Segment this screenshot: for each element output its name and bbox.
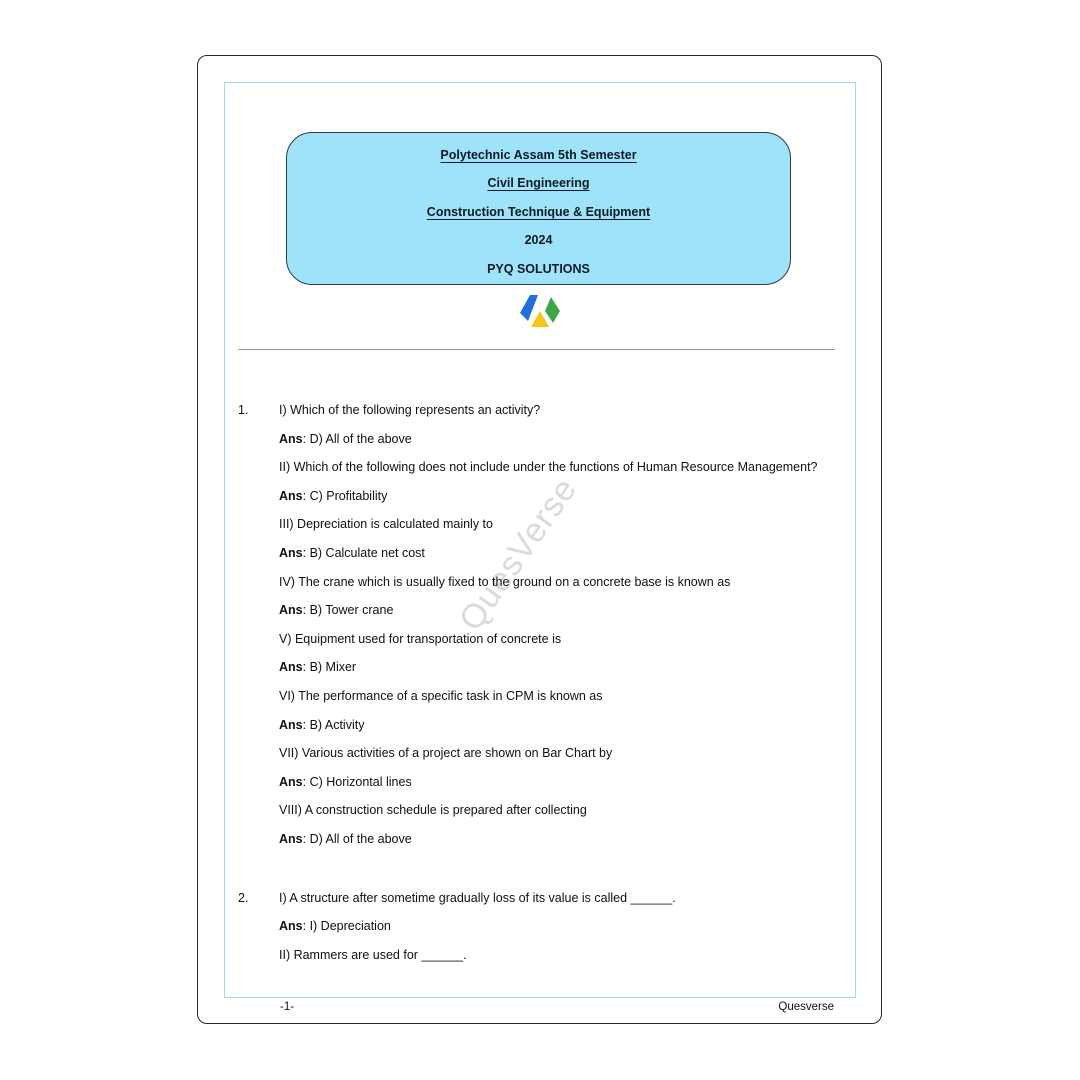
question-1-i: I) Which of the following represents an activity? [279,403,541,417]
answer-1-viii: Ans: D) All of the above [279,832,412,846]
answer-1-i: Ans: D) All of the above [279,432,412,446]
answer-1-vi: Ans: B) Activity [279,718,365,732]
answer-1-vii: Ans: C) Horizontal lines [279,775,412,789]
footer-brand: Quesverse [778,1001,834,1013]
header-divider [238,349,835,350]
question-number-1: 1. [238,403,249,417]
question-2-i: I) A structure after sometime gradually loss of its value is called ______. [279,891,676,905]
answer-2-i: Ans: I) Depreciation [279,919,391,933]
question-2-ii: II) Rammers are used for ______. [279,948,467,962]
question-1-iv: IV) The crane which is usually fixed to the ground on a concrete base is known as [279,575,731,589]
title-box [286,132,791,285]
question-1-v: V) Equipment used for transportation of concrete is [279,632,562,646]
page-number: -1- [280,1001,295,1013]
answer-1-iv: Ans: B) Tower crane [279,603,394,617]
question-1-ii: II) Which of the following does not include under the functions of Human Resource Management? [279,460,818,474]
question-1-viii: VIII) A construction schedule is prepared after collecting [279,803,587,817]
title-pyq: PYQ SOLUTIONS [487,262,590,276]
title-year: 2024 [524,233,553,247]
answer-1-ii: Ans: C) Profitability [279,489,388,503]
watermark: QuesVerse [451,470,585,638]
title-institution: Polytechnic Assam 5th Semester [440,148,637,162]
title-branch: Civil Engineering [487,176,590,190]
title-subject: Construction Technique & Equipment [426,205,651,219]
quesverse-logo-icon [519,293,561,329]
answer-1-v: Ans: B) Mixer [279,660,357,674]
question-1-vi: VI) The performance of a specific task in CPM is known as [279,689,603,703]
question-number-2: 2. [238,891,249,905]
question-1-iii: III) Depreciation is calculated mainly to [279,517,493,531]
answer-1-iii: Ans: B) Calculate net cost [279,546,425,560]
question-1-vii: VII) Various activities of a project are shown on Bar Chart by [279,746,613,760]
